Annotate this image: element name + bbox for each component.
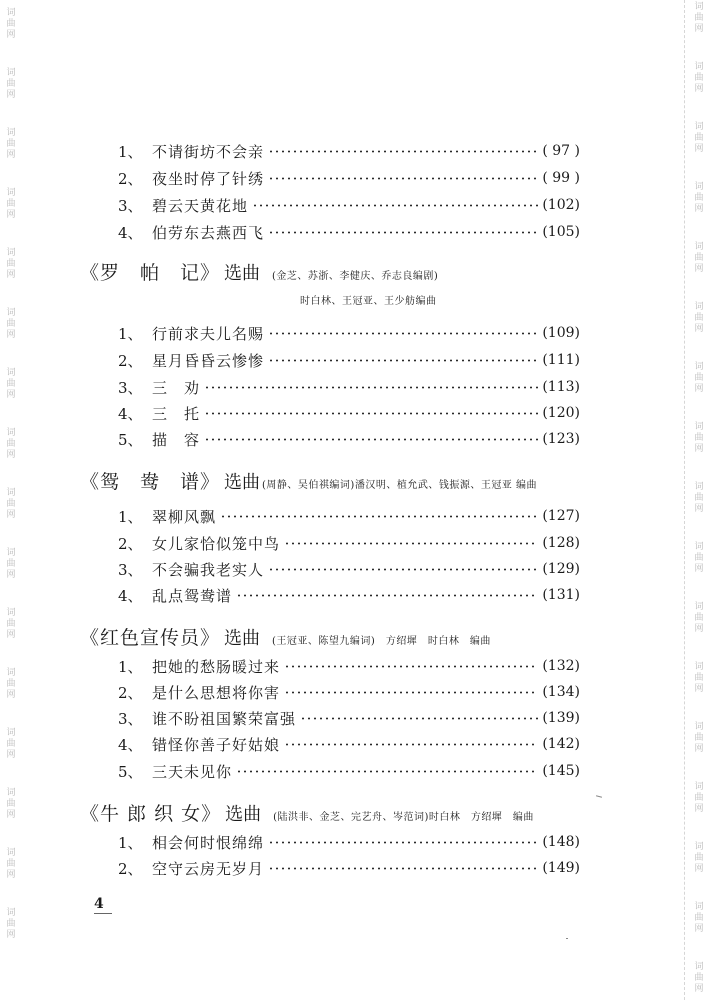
watermark-glyph: 曲: [694, 193, 704, 203]
watermark-glyph: 曲: [6, 199, 16, 209]
entry-page: (131): [542, 587, 580, 603]
entry-number: 4、: [118, 404, 143, 423]
toc-entry[interactable]: [118, 140, 580, 162]
watermark-glyph: 曲: [6, 79, 16, 89]
entry-number: 1、: [118, 324, 143, 343]
entry-title: 夜坐时停了针绣: [152, 169, 265, 188]
entry-title: 星月昏昏云惨惨: [152, 351, 265, 370]
watermark-glyph: 曲: [694, 253, 704, 263]
watermark-glyph: 曲: [694, 13, 704, 23]
toc-entry[interactable]: [118, 221, 580, 243]
watermark-glyph: 词: [694, 542, 704, 552]
watermark-glyph: 网: [6, 30, 16, 40]
watermark-glyph: 词: [694, 2, 704, 12]
watermark-glyph: 词: [6, 368, 16, 378]
dot-leader: [220, 515, 538, 518]
dot-leader: [236, 770, 538, 773]
watermark-glyph: 网: [6, 570, 16, 580]
watermark-glyph: 网: [6, 510, 16, 520]
watermark-glyph: 词: [6, 788, 16, 798]
entry-number: 5、: [118, 762, 143, 781]
watermark-glyph: 曲: [6, 919, 16, 929]
watermark-glyph: 曲: [6, 499, 16, 509]
dot-leader: [268, 231, 538, 234]
section-credits: (王冠亚、陈望九编词) 方绍墀 时白林 编曲: [272, 636, 491, 647]
section-title: 《罗 帕 记》: [80, 262, 221, 284]
page-number: 4: [94, 896, 104, 912]
toc-entry[interactable]: [118, 167, 580, 189]
watermark-glyph: 网: [694, 444, 704, 454]
entry-number: 3、: [118, 709, 143, 728]
watermark-glyph: 曲: [6, 619, 16, 629]
toc-entry[interactable]: [118, 532, 580, 554]
watermark-glyph: 网: [694, 624, 704, 634]
section-title: 《红色宣传员》: [80, 627, 221, 649]
watermark-glyph: 网: [694, 264, 704, 274]
watermark-glyph: 曲: [6, 799, 16, 809]
toc-entry[interactable]: [118, 428, 580, 450]
entry-page: (148): [542, 834, 580, 850]
entry-number: 1、: [118, 142, 143, 161]
dot-leader: [284, 743, 538, 746]
dot-leader: [268, 177, 538, 180]
entry-title: 相会何时恨绵绵: [152, 833, 265, 852]
entry-number: 3、: [118, 196, 143, 215]
dot-leader: [268, 359, 538, 362]
entry-page: (132): [542, 658, 580, 674]
watermark-glyph: 曲: [6, 679, 16, 689]
watermark-glyph: 网: [6, 930, 16, 940]
watermark-glyph: 网: [6, 210, 16, 220]
watermark-glyph: 曲: [694, 733, 704, 743]
watermark-glyph: 网: [694, 84, 704, 94]
entry-title: 把她的愁肠暖过来: [152, 657, 281, 676]
watermark-glyph: 网: [694, 864, 704, 874]
watermark-glyph: 词: [694, 962, 704, 972]
dot-leader: [300, 717, 538, 720]
watermark-glyph: 词: [694, 902, 704, 912]
section-credits: (金芝、苏浙、李健庆、乔志良编剧): [272, 271, 439, 282]
watermark-glyph: 曲: [694, 613, 704, 623]
dot-leader: [284, 691, 538, 694]
entry-title: 三天未见你: [152, 762, 233, 781]
toc-entry[interactable]: [118, 857, 580, 879]
watermark-glyph: 词: [694, 722, 704, 732]
dot-leader: [284, 665, 538, 668]
watermark-glyph: 词: [694, 842, 704, 852]
entry-page: (145): [542, 763, 580, 779]
entry-number: 2、: [118, 169, 143, 188]
section-credits: (周静、吴伯祺编词)潘汉明、植允武、钱振源、王冠亚 编曲: [262, 480, 537, 491]
watermark-glyph: 曲: [6, 19, 16, 29]
watermark-glyph: 曲: [6, 439, 16, 449]
watermark-glyph: 词: [6, 668, 16, 678]
toc-entry[interactable]: [118, 584, 580, 606]
watermark-glyph: 词: [6, 308, 16, 318]
entry-title: 三 托: [152, 404, 201, 423]
section-suffix: 选曲: [224, 472, 261, 493]
entry-title: 乱点鸳鸯谱: [152, 586, 233, 605]
section-title: 《鸳 鸯 谱》: [80, 471, 221, 493]
entry-page: (123): [542, 431, 580, 447]
watermark-glyph: 网: [694, 24, 704, 34]
section-suffix: 选曲: [225, 804, 262, 825]
dot-leader: [268, 332, 538, 335]
watermark-glyph: 词: [694, 422, 704, 432]
watermark-glyph: 词: [6, 8, 16, 18]
watermark-glyph: 词: [6, 908, 16, 918]
dot-leader: [204, 412, 538, 415]
toc-entry[interactable]: [118, 707, 580, 729]
entry-page: (109): [542, 325, 580, 341]
watermark-glyph: 网: [694, 504, 704, 514]
watermark-glyph: 网: [6, 390, 16, 400]
dot-leader: [268, 568, 538, 571]
watermark-glyph: 词: [694, 62, 704, 72]
watermark-glyph: 网: [694, 204, 704, 214]
section-heading: [80, 799, 534, 825]
watermark-glyph: 曲: [694, 313, 704, 323]
scan-speck: [596, 795, 602, 798]
watermark-glyph: 网: [6, 150, 16, 160]
watermark-glyph: 网: [694, 984, 704, 994]
toc-entry[interactable]: [118, 558, 580, 580]
entry-page: (142): [542, 736, 580, 752]
dot-leader: [236, 594, 538, 597]
watermark-glyph: 网: [694, 564, 704, 574]
section-heading: [80, 467, 537, 493]
section-credits: (陆洪非、金芝、完艺舟、岑范词)时白林 方绍墀 编曲: [273, 812, 534, 823]
watermark-glyph: 网: [6, 750, 16, 760]
entry-number: 4、: [118, 735, 143, 754]
dot-leader: [204, 438, 538, 441]
entry-page: (102): [542, 197, 580, 213]
entry-number: 2、: [118, 859, 143, 878]
entry-number: 3、: [118, 560, 143, 579]
watermark-glyph: 网: [6, 690, 16, 700]
watermark-glyph: 曲: [6, 319, 16, 329]
watermark-glyph: 曲: [694, 673, 704, 683]
watermark-glyph: 词: [6, 188, 16, 198]
watermark-glyph: 曲: [694, 433, 704, 443]
watermark-glyph: 网: [6, 810, 16, 820]
watermark-glyph: 词: [694, 362, 704, 372]
entry-title: 不会骗我老实人: [152, 560, 265, 579]
watermark-glyph: 词: [694, 782, 704, 792]
watermark-glyph: 网: [694, 684, 704, 694]
entry-page: (134): [542, 684, 580, 700]
watermark-glyph: 网: [6, 330, 16, 340]
scan-speck: [566, 938, 568, 939]
watermark-glyph: 网: [6, 450, 16, 460]
entry-title: 伯劳东去燕西飞: [152, 223, 265, 242]
watermark-glyph: 曲: [694, 493, 704, 503]
entry-number: 3、: [118, 378, 143, 397]
watermark-glyph: 网: [694, 324, 704, 334]
watermark-glyph: 词: [694, 122, 704, 132]
entry-title: 不请街坊不会亲: [152, 142, 265, 161]
watermark-glyph: 曲: [6, 559, 16, 569]
entry-page: (127): [542, 508, 580, 524]
watermark-glyph: 词: [6, 68, 16, 78]
watermark-glyph: 词: [6, 848, 16, 858]
section-heading: [80, 623, 491, 649]
entry-page: (128): [542, 535, 580, 551]
watermark-glyph: 词: [6, 248, 16, 258]
entry-number: 1、: [118, 657, 143, 676]
watermark-glyph: 网: [694, 144, 704, 154]
toc-entry[interactable]: [118, 681, 580, 703]
watermark-glyph: 词: [694, 302, 704, 312]
toc-entry[interactable]: [118, 194, 580, 216]
watermark-glyph: 曲: [6, 859, 16, 869]
dot-leader: [268, 841, 538, 844]
watermark-glyph: 词: [694, 242, 704, 252]
dot-leader: [284, 542, 538, 545]
watermark-glyph: 网: [694, 384, 704, 394]
toc-entry[interactable]: [118, 733, 580, 755]
entry-title: 空守云房无岁月: [152, 859, 265, 878]
watermark-glyph: 词: [694, 662, 704, 672]
entry-page: (105): [542, 224, 580, 240]
entry-title: 谁不盼祖国繁荣富强: [152, 709, 297, 728]
watermark-glyph: 曲: [694, 133, 704, 143]
toc-entry[interactable]: [118, 349, 580, 371]
watermark-glyph: 词: [6, 728, 16, 738]
watermark-glyph: 曲: [694, 553, 704, 563]
watermark-glyph: 词: [6, 128, 16, 138]
entry-number: 5、: [118, 430, 143, 449]
watermark-glyph: 网: [694, 744, 704, 754]
dot-leader: [268, 867, 538, 870]
toc-entry[interactable]: [118, 831, 580, 853]
watermark-glyph: 曲: [694, 853, 704, 863]
entry-number: 2、: [118, 351, 143, 370]
watermark-glyph: 词: [694, 482, 704, 492]
entry-title: 错怪你善子好姑娘: [152, 735, 281, 754]
section-subcredit: 时白林、王冠亚、王少舫编曲: [300, 296, 437, 307]
section-title: 《牛 郎 织 女》: [80, 803, 222, 825]
watermark-glyph: 曲: [694, 73, 704, 83]
entry-number: 4、: [118, 586, 143, 605]
toc-entry[interactable]: [118, 376, 580, 398]
entry-title: 是什么思想将你害: [152, 683, 281, 702]
entry-title: 女儿家恰似笼中鸟: [152, 534, 281, 553]
entry-page: (111): [542, 352, 580, 368]
watermark-glyph: 曲: [6, 739, 16, 749]
entry-title: 碧云天黄花地: [152, 196, 249, 215]
watermark-glyph: 网: [6, 870, 16, 880]
toc-entry[interactable]: [118, 402, 580, 424]
entry-title: 行前求夫儿名赐: [152, 324, 265, 343]
entry-page: (113): [542, 379, 580, 395]
watermark-glyph: 曲: [694, 793, 704, 803]
watermark-glyph: 曲: [6, 139, 16, 149]
entry-number: 4、: [118, 223, 143, 242]
watermark-glyph: 曲: [694, 973, 704, 983]
entry-page: ( 97 ): [542, 143, 580, 159]
watermark-glyph: 曲: [694, 373, 704, 383]
watermark-glyph: 网: [6, 270, 16, 280]
entry-page: (149): [542, 860, 580, 876]
section-suffix: 选曲: [224, 263, 261, 284]
watermark-glyph: 词: [694, 602, 704, 612]
entry-number: 1、: [118, 833, 143, 852]
entry-page: (129): [542, 561, 580, 577]
watermark-glyph: 词: [6, 608, 16, 618]
entry-number: 2、: [118, 534, 143, 553]
section-heading: [80, 258, 438, 284]
watermark-glyph: 曲: [6, 379, 16, 389]
toc-entry[interactable]: [118, 322, 580, 344]
entry-title: 翠柳风飘: [152, 507, 217, 526]
entry-page: (139): [542, 710, 580, 726]
toc-entry[interactable]: [118, 505, 580, 527]
watermark-glyph: 词: [6, 428, 16, 438]
watermark-glyph: 曲: [6, 259, 16, 269]
watermark-glyph: 曲: [694, 913, 704, 923]
toc-entry[interactable]: [118, 760, 580, 782]
section-suffix: 选曲: [224, 628, 261, 649]
toc-entry[interactable]: [118, 655, 580, 677]
watermark-glyph: 网: [694, 924, 704, 934]
dot-leader: [268, 150, 538, 153]
watermark-glyph: 词: [6, 488, 16, 498]
watermark-glyph: 网: [6, 90, 16, 100]
entry-page: (120): [542, 405, 580, 421]
entry-number: 1、: [118, 507, 143, 526]
entry-number: 2、: [118, 683, 143, 702]
entry-title: 三 劝: [152, 378, 201, 397]
watermark-glyph: 词: [6, 548, 16, 558]
dot-leader: [204, 386, 538, 389]
watermark-glyph: 网: [694, 804, 704, 814]
entry-title: 描 容: [152, 430, 201, 449]
dot-leader: [252, 204, 538, 207]
watermark-glyph: 词: [694, 182, 704, 192]
watermark-glyph: 网: [6, 630, 16, 640]
entry-page: ( 99 ): [542, 170, 580, 186]
